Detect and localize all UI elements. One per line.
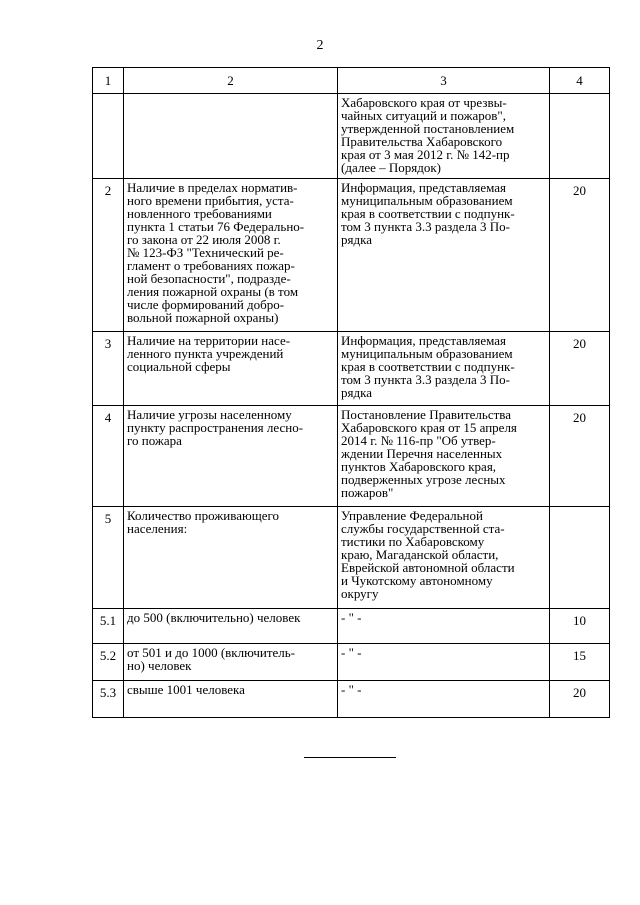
row-criterion: Наличие на территории насе- ленного пункта учреждений социальной сферы xyxy=(124,332,338,406)
row-criterion: свыше 1001 человека xyxy=(124,681,338,718)
row-score: 10 xyxy=(550,609,610,644)
row-source: - " - xyxy=(338,644,550,681)
row-score: 20 xyxy=(550,332,610,406)
header-col-1: 1 xyxy=(93,68,124,94)
row-criterion: Наличие угрозы населенному пункту распространения лесно- го пожара xyxy=(124,406,338,507)
table-row xyxy=(93,507,610,609)
table-row xyxy=(93,406,610,507)
closing-rule xyxy=(304,757,396,758)
row-source: Управление Федеральной службы государственной ста- тистики по Хабаровскому краю, Магаданской области, Еврейской автономной области и Чукотскому автономному округу xyxy=(338,507,550,609)
row-score xyxy=(550,94,610,179)
row-number: 4 xyxy=(93,406,124,507)
row-score: 20 xyxy=(550,406,610,507)
criteria-table xyxy=(92,67,610,718)
row-number: 5.2 xyxy=(93,644,124,681)
row-score: 20 xyxy=(550,681,610,718)
row-score: 20 xyxy=(550,179,610,332)
row-score: 15 xyxy=(550,644,610,681)
row-criterion: до 500 (включительно) человек xyxy=(124,609,338,644)
table-row xyxy=(93,644,610,681)
row-criterion xyxy=(124,94,338,179)
row-source: - " - xyxy=(338,609,550,644)
row-source: Хабаровского края от чрезвы- чайных ситуаций и пожаров", утвержденной постановлением Правительства Хабаровского края от 3 мая 2012 г. № 142-пр (далее – Порядок) xyxy=(338,94,550,179)
header-col-3: 3 xyxy=(338,68,550,94)
row-criterion: Наличие в пределах норматив- ного времени прибытия, уста- новленного требованиями пункта 1 статьи 76 Федерально- го закона от 22 июля 2008 г. № 123-ФЗ "Технический ре- гламент о требованиях пожар- ной безопасности", подразде- ления пожарной охраны (в том числе формирований добро- вольной пожарной охраны) xyxy=(124,179,338,332)
table-row xyxy=(93,332,610,406)
header-col-2: 2 xyxy=(124,68,338,94)
page-number: 2 xyxy=(316,38,324,53)
row-number: 5 xyxy=(93,507,124,609)
table-row xyxy=(93,681,610,718)
row-number: 5.1 xyxy=(93,609,124,644)
row-source: Информация, представляемая муниципальным образованием края в соответствии с подпунк- том 3 пункта 3.3 раздела 3 По- рядка xyxy=(338,179,550,332)
table-row xyxy=(93,179,610,332)
row-criterion: от 501 и до 1000 (включитель- но) человек xyxy=(124,644,338,681)
table-header-row xyxy=(93,68,610,94)
row-number: 3 xyxy=(93,332,124,406)
table-row xyxy=(93,94,610,179)
row-number: 5.3 xyxy=(93,681,124,718)
row-source: Информация, представляемая муниципальным образованием края в соответствии с подпунк- том 3 пункта 3.3 раздела 3 По- рядка xyxy=(338,332,550,406)
table-row xyxy=(93,609,610,644)
row-source: - " - xyxy=(338,681,550,718)
row-score xyxy=(550,507,610,609)
row-source: Постановление Правительства Хабаровского края от 15 апреля 2014 г. № 116-пр "Об утвер- ждении Перечня населенных пунктов Хабаровского края, подверженных угрозе лесных пожаров" xyxy=(338,406,550,507)
row-number xyxy=(93,94,124,179)
row-number: 2 xyxy=(93,179,124,332)
header-col-4: 4 xyxy=(550,68,610,94)
row-criterion: Количество проживающего населения: xyxy=(124,507,338,609)
